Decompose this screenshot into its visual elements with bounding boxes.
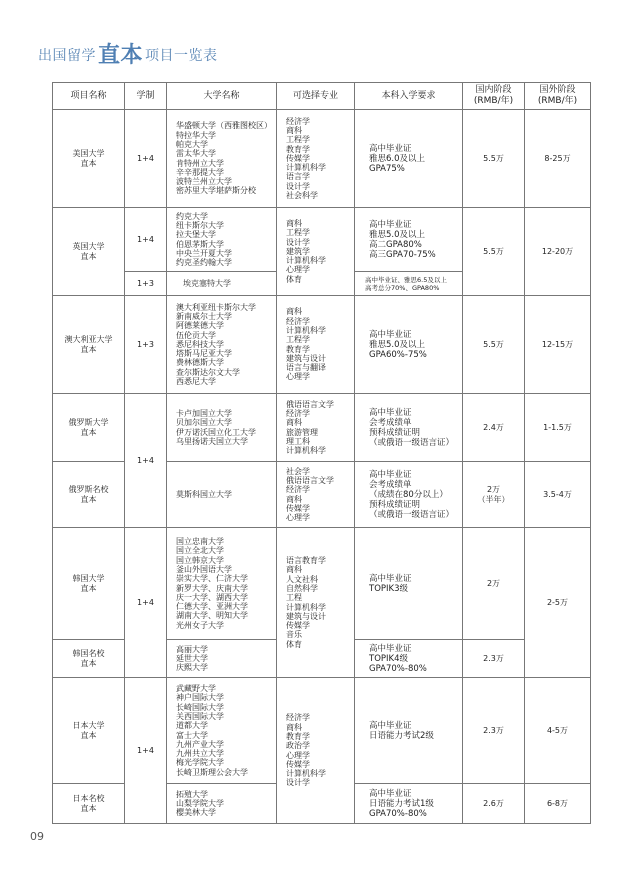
list-item: 高中毕业证 [369,469,412,480]
list-item: 辛辛那提大学 [176,167,224,177]
requirement-list [355,784,463,824]
list-item: 预科成绩证明 [369,499,421,510]
list-item: 设计学 [286,778,310,788]
program-name: 美国大学 直本 [53,110,125,208]
list-item: 道都大学 [176,721,208,731]
list-item: 光州女子大学 [176,620,224,630]
list-item: 语言与翻译 [286,363,326,373]
list-item: 设计学 [286,181,310,191]
list-item: 山梨学院大学 [176,798,224,808]
header-cell: 大学名称 [167,83,277,110]
program-name: 俄罗斯大学 直本 [53,394,125,462]
program-system: 1+4 [125,394,167,528]
header-cell: 项目名称 [53,83,125,110]
list-item: 理工科 [286,436,310,446]
requirement-list [355,296,463,394]
list-item: GPA75% [369,163,405,174]
major-list [277,678,355,824]
title-prefix: 出国留学 [38,48,96,64]
list-item: 传媒学 [286,759,310,769]
list-item: 特拉华大学 [176,130,216,140]
list-item: 澳大利亚纽卡斯尔大学 [176,302,256,312]
domestic-cost: 2.3万 [463,640,525,678]
requirement-list [355,462,463,528]
university-list [167,208,277,272]
list-item: 富士大学 [176,730,208,740]
list-item: 政治学 [286,741,310,751]
list-item: 日语能力考试2级 [369,730,434,741]
abroad-cost: 12-20万 [525,208,591,296]
university-list [167,110,277,208]
domestic-cost: 2万 （半年） [463,462,525,528]
domestic-cost: 2.4万 [463,394,525,462]
list-item: 肯特州立大学 [176,158,224,168]
list-item: 国立全北大学 [176,546,224,556]
list-item: 会考成绩单 [369,417,412,428]
title-emphasis: 直本 [98,43,144,68]
list-item: 计算机科学 [286,163,326,173]
list-item: 体育 [286,639,302,649]
list-item: 高中毕业证 [369,407,412,418]
list-item: 庆熙大学 [176,663,208,673]
list-item: 雷太华大学 [176,149,216,159]
program-name: 韩国名校 直本 [53,640,125,678]
list-item: 设计学 [286,237,310,247]
list-item: 社会科学 [286,191,318,201]
list-item: 计算机科学 [286,446,326,456]
list-item: 约克圣约翰大学 [176,258,232,268]
university-list [167,462,277,528]
program-name: 韩国大学 直本 [53,528,125,640]
list-item: 语言教育学 [286,556,326,566]
requirement-list [355,110,463,208]
list-item: 费林德斯大学 [176,358,224,368]
list-item: 传媒学 [286,503,310,513]
requirement-list [355,528,463,640]
list-item: 教育学 [286,144,310,154]
list-item: 心理学 [286,513,310,523]
list-item: 约克大学 [176,211,208,221]
list-item: 日语能力考试1级 [369,798,434,809]
list-item: 九州共立大学 [176,749,224,759]
header-cell: 本科入学要求 [355,83,463,110]
list-item: 伊万诺沃国立化工大学 [176,427,256,437]
list-item: 高中毕业证 [369,788,412,799]
abroad-cost: 6-8万 [525,784,591,824]
list-item: 高三GPA70-75% [369,249,436,260]
list-item: 商科 [286,565,302,575]
list-item: 长崎国际大学 [176,702,224,712]
list-item: 俄语语言文学 [286,399,334,409]
list-item: 莫斯科国立大学 [176,489,232,499]
list-item: 预科成绩证明 [369,427,421,438]
major-list [277,296,355,394]
table-header-row [53,83,591,110]
list-item: 商科 [286,494,302,504]
major-list [277,462,355,528]
list-item: 高中毕业证 [369,720,412,731]
domestic-cost: 5.5万 [463,296,525,394]
list-item: （成绩在80分以上） [369,489,448,500]
list-item: 社会学 [286,466,310,476]
list-item: 卡卢加国立大学 [176,408,232,418]
abroad-cost: 4-5万 [525,678,591,784]
list-item: 延世大学 [176,653,208,663]
list-item: 樱美林大学 [176,808,216,818]
list-item: 高丽大学 [176,644,208,654]
program-table [52,82,591,824]
list-item: 华盛顿大学（西雅图校区） [176,121,272,131]
program-system: 1+4 [125,110,167,208]
university-list [167,528,277,640]
list-item: 九州产业大学 [176,739,224,749]
list-item: 计算机科学 [286,256,326,266]
major-list [277,208,355,296]
list-item: 计算机科学 [286,769,326,779]
list-item: 计算机科学 [286,325,326,335]
list-item: 国立忠南大学 [176,537,224,547]
list-item: 人文社科 [286,574,318,584]
list-item: （或俄语一级语言证） [369,509,455,520]
requirement-list [355,394,463,462]
list-item: 传媒学 [286,621,310,631]
requirement-list [355,678,463,784]
abroad-cost: 2-5万 [525,528,591,678]
list-item: 帕克大学 [176,139,208,149]
domestic-cost: 2.6万 [463,784,525,824]
list-item: 乌里扬诺夫国立大学 [176,436,248,446]
list-item: TOPIK4级 [369,653,408,664]
program-name: 日本名校 直本 [53,784,125,824]
list-item: 湖南大学、明知大学 [176,611,248,621]
university-list [167,640,277,678]
list-item: 查尔斯达尔文大学 [176,367,240,377]
table-row [53,208,591,272]
abroad-cost: 8-25万 [525,110,591,208]
list-item: 长崎卫斯理公会大学 [176,767,248,777]
list-item: 商科 [286,722,302,732]
list-item: 自然科学 [286,583,318,593]
list-item: 工程 [286,593,302,603]
list-item: 西悉尼大学 [176,377,216,387]
list-item: 音乐 [286,630,302,640]
list-item: 新南威尔士大学 [176,311,232,321]
list-item: 雅思6.0及以上 [369,153,426,164]
list-item: （或俄语一级语言证） [369,437,455,448]
header-cell: 学制 [125,83,167,110]
list-item: 拉夫堡大学 [176,230,216,240]
list-item: 高中毕业证 [369,329,412,340]
list-item: 高二GPA80% [369,239,422,250]
list-item: 中央兰开夏大学 [176,248,232,258]
list-item: 旅游管理 [286,427,318,437]
list-item: 教育学 [286,731,310,741]
program-name: 日本大学 直本 [53,678,125,784]
header-cell: 国外阶段 (RMB/年) [525,83,591,110]
list-item: GPA60%-75% [369,349,427,360]
table-row [53,678,591,784]
list-item: 商科 [286,125,302,135]
list-item: 阿德莱德大学 [176,321,224,331]
list-item: 商科 [286,418,302,428]
list-item: 雅思5.0及以上 [369,229,426,240]
program-system: 1+3 [125,272,167,296]
list-item: 商科 [286,218,302,228]
university-list [167,784,277,824]
list-item: 经济学 [286,316,310,326]
list-item: 釜山外国语大学 [176,564,232,574]
list-item: 雅思5.0及以上 [369,339,426,350]
list-item: 高中毕业证 [369,219,412,230]
list-item: 高中毕业证 [369,143,412,154]
list-item: 拓殖大学 [176,789,208,799]
university-list [167,296,277,394]
university-list [167,394,277,462]
domestic-cost: 2万 [463,528,525,640]
table-row [53,394,591,462]
list-item: 崇实大学、仁济大学 [176,574,248,584]
list-item: 俄语语言文学 [286,475,334,485]
domestic-cost: 5.5万 [463,208,525,296]
list-item: 工程学 [286,228,310,238]
list-item: 心理学 [286,750,310,760]
list-item: 关西国际大学 [176,711,224,721]
program-name: 俄罗斯名校 直本 [53,462,125,528]
major-list [277,528,355,678]
list-item: 武藏野大学 [176,684,216,694]
requirement-list [355,272,463,296]
list-item: 神户国际大学 [176,693,224,703]
list-item: GPA70%-80% [369,808,427,819]
header-cell: 可选择专业 [277,83,355,110]
list-item: 塔斯马尼亚大学 [176,349,232,359]
program-system: 1+4 [125,528,167,678]
list-item: 工程学 [286,335,310,345]
list-item: 建筑学 [286,246,310,256]
list-item: 教育学 [286,344,310,354]
list-item: 高考总分70%、GPA80% [365,283,440,292]
list-item: 工程学 [286,135,310,145]
program-system: 1+4 [125,208,167,272]
list-item: 梅光学院大学 [176,758,224,768]
table-row [53,296,591,394]
list-item: 新罗大学、庆南大学 [176,583,248,593]
list-item: 建筑与设计 [286,353,326,363]
list-item: TOPIK3级 [369,583,408,594]
list-item: 经济学 [286,713,310,723]
page-title [38,38,218,69]
domestic-cost: 2.3万 [463,678,525,784]
abroad-cost: 12-15万 [525,296,591,394]
list-item: 高中毕业证、雅思6.5及以上 [365,275,447,284]
list-item: 贝加尔国立大学 [176,418,232,428]
list-item: 密苏里大学堪萨斯分校 [176,186,256,196]
list-item: 体育 [286,274,302,284]
list-item: 心理学 [286,265,310,275]
list-item: 计算机科学 [286,602,326,612]
program-name: 英国大学 直本 [53,208,125,296]
list-item: 纽卡斯尔大学 [176,220,224,230]
program-name: 澳大利亚大学 直本 [53,296,125,394]
list-item: 经济学 [286,116,310,126]
list-item: 庆一大学、湖西大学 [176,592,248,602]
domestic-cost: 5.5万 [463,110,525,208]
university-name: 埃克塞特大学 [167,272,277,296]
table-row [53,528,591,640]
table-row [53,110,591,208]
requirement-list [355,640,463,678]
list-item: 商科 [286,307,302,317]
program-system: 1+4 [125,678,167,824]
list-item: 仁德大学、亚洲大学 [176,602,248,612]
list-item: 语言学 [286,172,310,182]
header-cell: 国内阶段 (RMB/年) [463,83,525,110]
title-suffix: 项目一览表 [145,48,218,64]
list-item: 伍伦贡大学 [176,330,216,340]
list-item: 波特兰州立大学 [176,177,232,187]
list-item: 悉尼科技大学 [176,339,224,349]
list-item: GPA70%-80% [369,663,427,674]
list-item: 高中毕业证 [369,573,412,584]
list-item: 经济学 [286,408,310,418]
list-item: 国立韩京大学 [176,555,224,565]
list-item: 会考成绩单 [369,479,412,490]
list-item: 高中毕业证 [369,643,412,654]
abroad-cost: 1-1.5万 [525,394,591,462]
university-list [167,678,277,784]
list-item: 经济学 [286,485,310,495]
list-item: 传媒学 [286,153,310,163]
list-item: 建筑与设计 [286,611,326,621]
major-list [277,110,355,208]
page-number: 09 [30,830,44,843]
abroad-cost: 3.5-4万 [525,462,591,528]
program-system: 1+3 [125,296,167,394]
requirement-list [355,208,463,272]
list-item: 心理学 [286,372,310,382]
list-item: 伯恩茅斯大学 [176,239,224,249]
major-list [277,394,355,462]
